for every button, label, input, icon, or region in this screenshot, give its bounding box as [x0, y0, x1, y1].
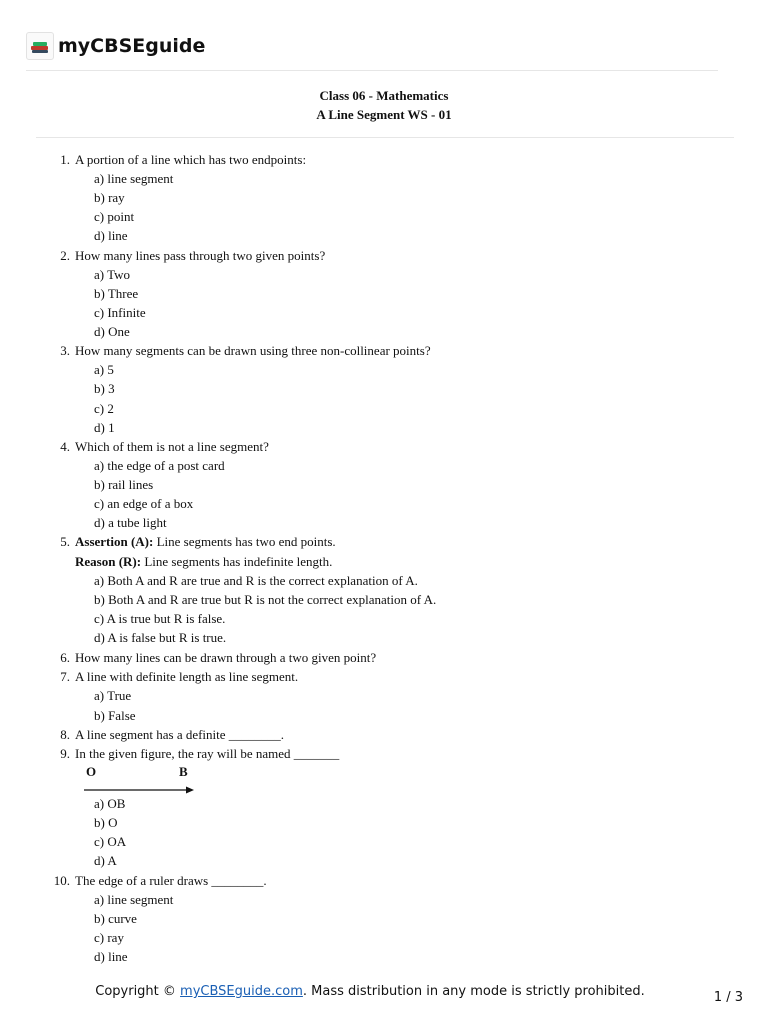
- question-number: 9.: [60, 746, 70, 761]
- class-title: Class 06 - Mathematics: [319, 88, 449, 103]
- option: d) A: [94, 853, 117, 868]
- option: c) A is true but R is false.: [94, 611, 226, 626]
- option: c) OA: [94, 834, 127, 849]
- option: a) line segment: [94, 892, 174, 907]
- worksheet-name: A Line Segment WS - 01: [316, 107, 452, 122]
- option: b) False: [94, 708, 136, 723]
- question-number: 2.: [60, 248, 70, 263]
- question-text: In the given figure, the ray will be named _______: [75, 746, 340, 761]
- assertion-line: [75, 532, 336, 551]
- option: a) Both A and R are true and R is the correct explanation of A.: [94, 573, 418, 588]
- books-icon: [26, 32, 54, 60]
- question-text: Which of them is not a line segment?: [75, 439, 269, 454]
- question-number: 8.: [60, 727, 70, 742]
- option: a) Two: [94, 267, 131, 282]
- question-text: How many lines can be drawn through a two given point?: [75, 650, 377, 665]
- option: c) an edge of a box: [94, 496, 194, 511]
- title-divider: [36, 137, 734, 138]
- question-number: 10.: [53, 873, 70, 888]
- question-text: How many segments can be drawn using three non-collinear points?: [75, 343, 431, 358]
- copyright-suffix: . Mass distribution in any mode is strictly prohibited.: [302, 984, 645, 999]
- worksheet-title: [0, 86, 768, 124]
- option: b) ray: [94, 190, 125, 205]
- point-label-b: B: [179, 764, 188, 779]
- reason-label: Reason (R):: [75, 554, 142, 569]
- question-number: 7.: [60, 669, 70, 684]
- ray-figure: [80, 764, 200, 798]
- option: a) line segment: [94, 171, 174, 186]
- question-number: 3.: [60, 343, 70, 358]
- option: b) Three: [94, 286, 139, 301]
- option: b) 3: [94, 381, 115, 396]
- option: a) the edge of a post card: [94, 458, 225, 473]
- ray-arrow-icon: [80, 764, 200, 798]
- site-header: [26, 30, 205, 62]
- page-number: 1 / 3: [713, 990, 743, 1005]
- option: a) True: [94, 688, 132, 703]
- point-label-o: O: [86, 764, 97, 779]
- option: a) 5: [94, 362, 114, 377]
- option: d) line: [94, 949, 128, 964]
- question-text: A portion of a line which has two endpoints:: [75, 152, 307, 167]
- reason-text: Line segments has indefinite length.: [141, 554, 333, 569]
- reason-line: [75, 552, 332, 571]
- site-link[interactable]: myCBSEguide.com: [180, 984, 303, 999]
- option: d) line: [94, 228, 128, 243]
- option: c) 2: [94, 401, 114, 416]
- option: c) Infinite: [94, 305, 146, 320]
- question-number: 6.: [60, 650, 70, 665]
- question-number: 4.: [60, 439, 70, 454]
- assertion-label: Assertion (A):: [75, 534, 154, 549]
- brand-name: myCBSEguide: [58, 35, 206, 57]
- assertion-text: Line segments has two end points.: [153, 534, 336, 549]
- option: b) O: [94, 815, 118, 830]
- copyright-prefix: Copyright ©: [95, 984, 181, 999]
- option: d) A is false but R is true.: [94, 630, 227, 645]
- question-number: 1.: [60, 152, 70, 167]
- option: a) OB: [94, 796, 126, 811]
- question-text: A line segment has a definite ________.: [75, 727, 285, 742]
- option: c) ray: [94, 930, 124, 945]
- question-text: A line with definite length as line segment.: [75, 669, 299, 684]
- option: b) curve: [94, 911, 137, 926]
- copyright-footer: [0, 984, 740, 999]
- option: b) Both A and R are true but R is not the correct explanation of A.: [94, 592, 437, 607]
- option: d) a tube light: [94, 515, 167, 530]
- header-divider: [26, 70, 718, 71]
- question-number: 5.: [60, 534, 70, 549]
- question-text: How many lines pass through two given points?: [75, 248, 326, 263]
- option: d) One: [94, 324, 130, 339]
- option: b) rail lines: [94, 477, 154, 492]
- option: c) point: [94, 209, 135, 224]
- option: d) 1: [94, 420, 115, 435]
- question-text: The edge of a ruler draws ________.: [75, 873, 267, 888]
